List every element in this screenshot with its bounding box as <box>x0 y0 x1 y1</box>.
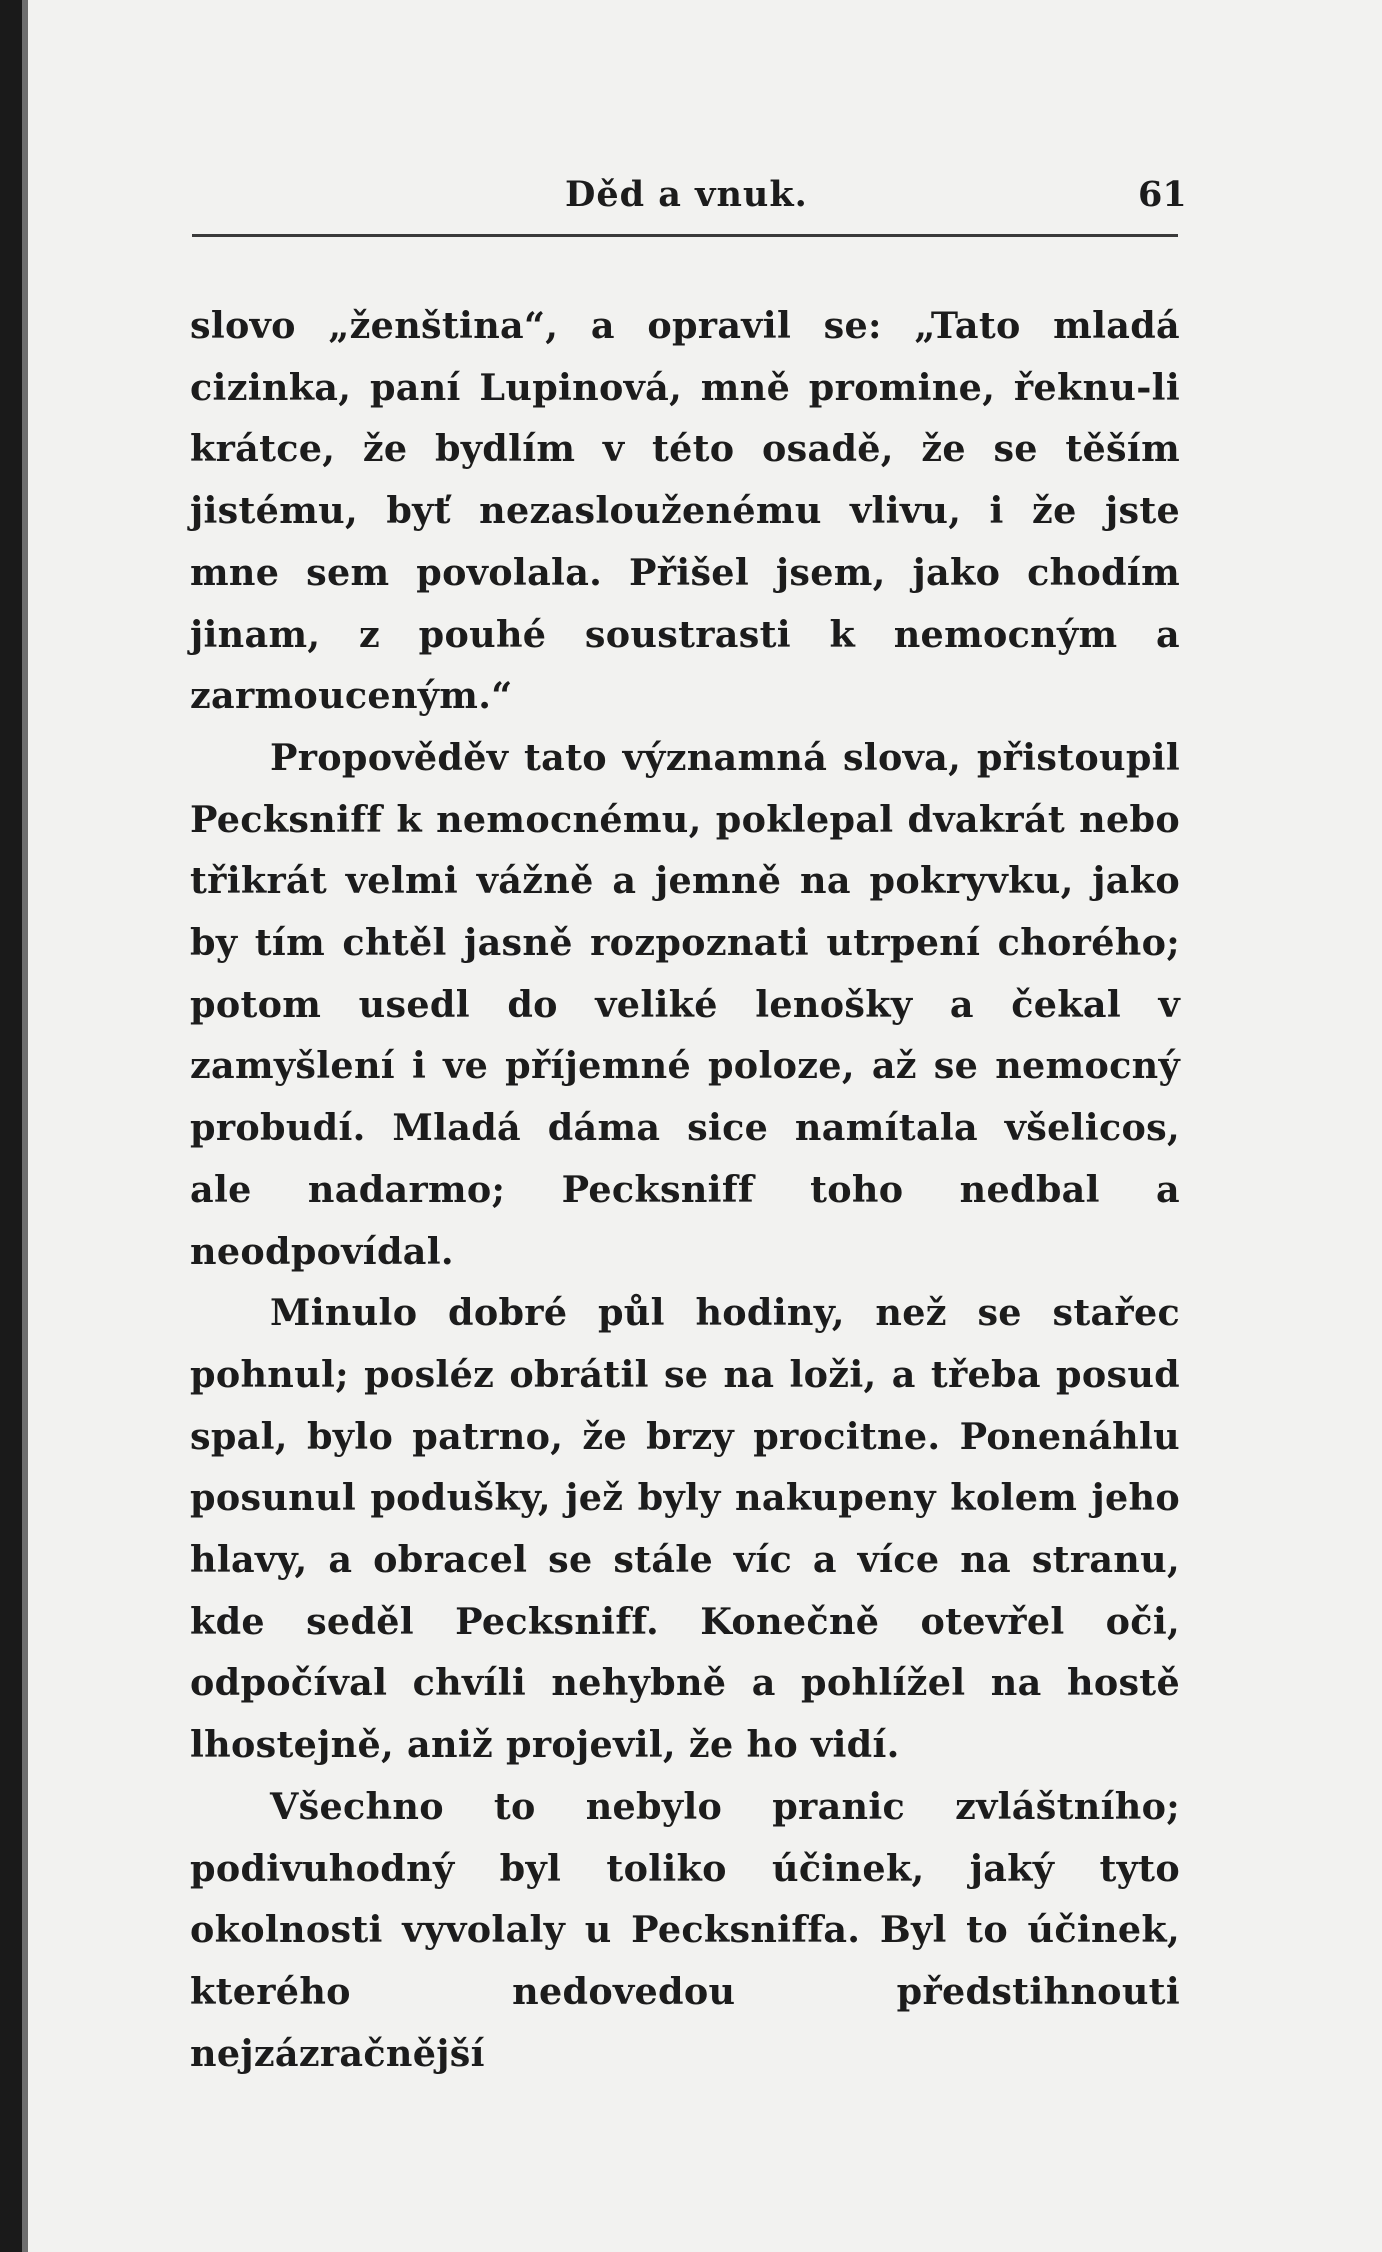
running-head <box>0 170 1382 220</box>
header-rule <box>192 234 1178 237</box>
paragraph: Propověděv tato významná slova, přistoupil Pecksniff k nemocnému, poklepal dvakrát nebo třikrát velmi vážně a jemně na pokryvku, jako by tím chtěl jasně rozpoznati utrpení chorého; potom usedl do veliké lenošky a čekal v zamyšlení i ve příjemné poloze, až se nemocný probudí. Mladá dáma sice namítala všelicos, ale nadarmo; Pecksniff toho nedbal a neodpovídal. <box>190 735 1180 1273</box>
paragraph: slovo „ženština“, a opravil se: „Tato mladá cizinka, paní Lupinová, mně promine, řeknu-li krátce, že bydlím v této osadě, že se těším jistému, byť nezaslouženému vlivu, i že jste mne sem povolala. Přišel jsem, jako chodím jinam, z pouhé soustrasti k nemocným a zarmouceným.“ <box>190 304 1180 718</box>
paragraph: Minulo dobré půl hodiny, než se stařec pohnul; posléz obrátil se na loži, a třeba posud spal, bylo patrno, že brzy procitne. Ponenáhlu posunul podušky, jež byly nakupeny kolem jeho hlavy, a obracel se stále víc a více na stranu, kde seděl Pecksniff. Konečně otevřel oči, odpočíval chvíli nehybně a pohlížel na hostě lhostejně, aniž projevil, že ho vidí. <box>190 1291 1180 1767</box>
paragraph: Všechno to nebylo pranic zvláštního; podivuhodný byl toliko účinek, jaký tyto okolnosti vyvolaly u Pecksniffa. Byl to účinek, kterého nedovedou předstihnouti nejzázračnější <box>190 1784 1180 2075</box>
page-number: 61 <box>1138 174 1187 215</box>
body-text <box>190 295 1180 2084</box>
book-spine-edge <box>0 0 22 2252</box>
book-gutter-shadow <box>22 0 28 2252</box>
chapter-title: Děd a vnuk. <box>565 174 808 215</box>
